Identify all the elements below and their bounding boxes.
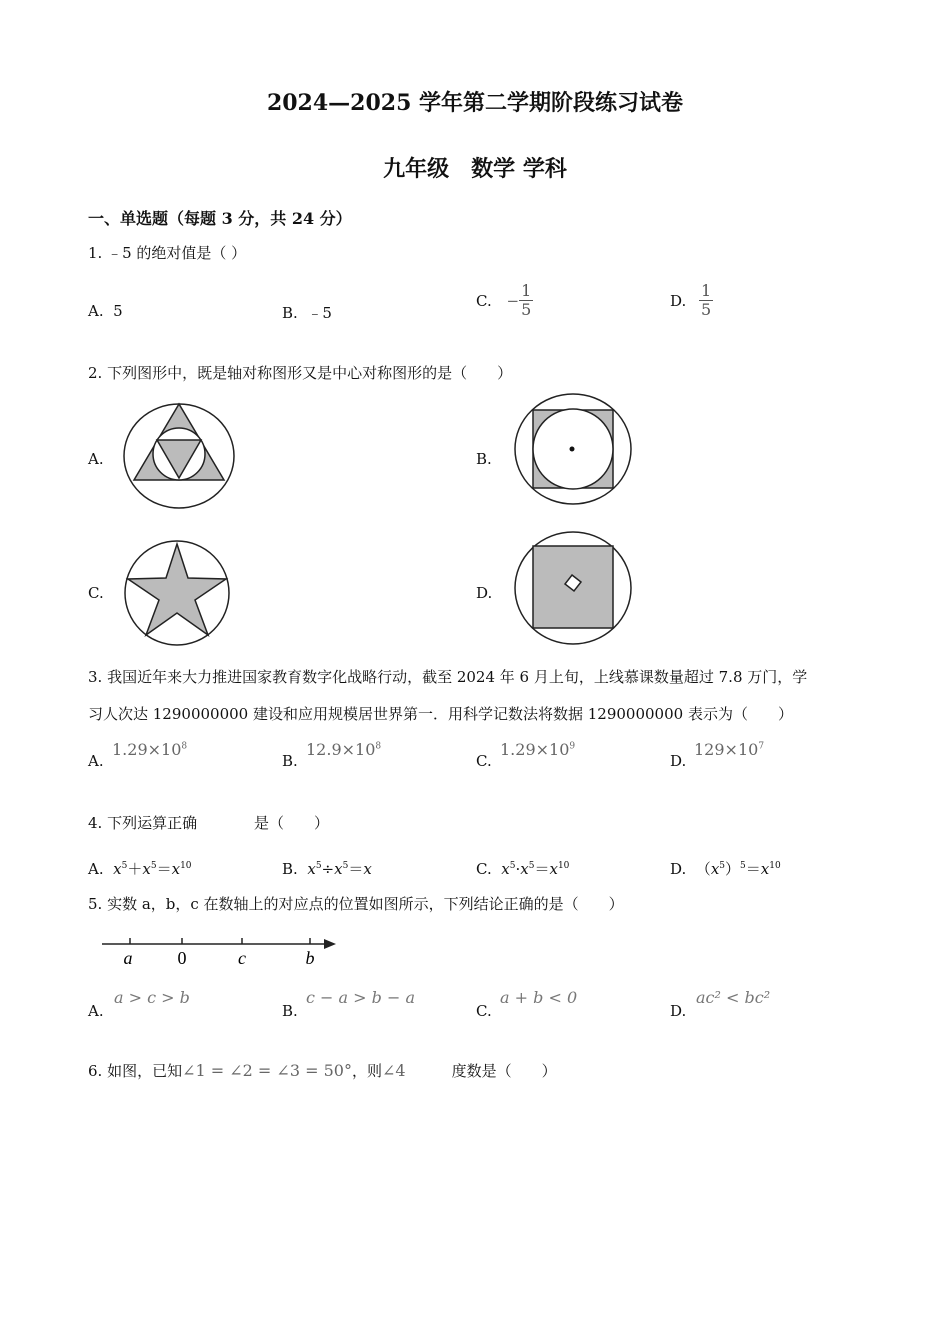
q1-stem: 1. ﹣5 的绝对值是（ ） xyxy=(88,244,247,262)
q4-option-c: C. $x^5\cdot x^5=x^{10}$ xyxy=(476,860,570,878)
exam-title: 2024—2025 学年第二学期阶段练习试卷 xyxy=(266,90,684,116)
q5-stem: 5. 实数 a，b，c 在数轴上的对应点的位置如图所示，下列结论正确的是（ ） xyxy=(88,895,624,913)
q4-option-b: B. $x^5\div x^5=x$ xyxy=(282,860,372,878)
section-heading: 一、单选题（每题 3 分，共 24 分） xyxy=(88,209,352,228)
q5-option-a-label: A. xyxy=(88,1002,104,1020)
q1-option-b: B. ﹣5 xyxy=(282,304,332,322)
q2-stem: 2. 下列图形中，既是轴对称图形又是中心对称图形的是（ ） xyxy=(88,364,513,382)
q1-option-d: D. $\frac{1}{5}$ xyxy=(670,281,712,319)
q4-option-a: A. $x^5+x^5=x^{10}$ xyxy=(88,860,192,878)
q6-stem: 6. 如图，已知∠1 = ∠2 = ∠3 = 50°，则∠4 度数是（ ） xyxy=(88,1061,557,1080)
q5-option-b: c − a > b − a xyxy=(306,988,416,1007)
q3-option-a: $1.29\times 10^8$ xyxy=(112,740,188,759)
q4-stem-b: 是（ ） xyxy=(254,814,330,832)
q1-c-fraction: $\frac{1}{5}$ xyxy=(521,281,532,319)
q2-option-a-label: A. xyxy=(88,450,104,468)
q3-option-b: $12.9\times 10^8$ xyxy=(306,740,382,759)
q2-option-b-label: B. xyxy=(476,450,492,468)
q2-figure-c xyxy=(122,538,234,648)
axis-label-a: a xyxy=(123,948,133,968)
q5-option-c-label: C. xyxy=(476,1002,492,1020)
q2-option-c-label: C. xyxy=(88,584,104,602)
q3-option-b-label: B. xyxy=(282,752,298,770)
q3-option-d-label: D. xyxy=(670,752,687,770)
q5-option-a: a > c > b xyxy=(114,988,190,1007)
q3-option-c-label: C. xyxy=(476,752,492,770)
q1-option-a: A. 5 xyxy=(88,302,123,320)
exam-subtitle: 九年级 数学 学科 xyxy=(383,156,567,182)
q3-option-a-label: A. xyxy=(88,752,104,770)
q3-option-d: $129\times 10^7$ xyxy=(694,740,765,759)
q2-option-d-label: D. xyxy=(476,584,493,602)
axis-label-zero: 0 xyxy=(177,948,187,968)
q5-option-c: a + b < 0 xyxy=(500,988,578,1007)
axis-label-b: b xyxy=(305,948,315,968)
q3-option-c: $1.29\times 10^9$ xyxy=(500,740,576,759)
q5-option-b-label: B. xyxy=(282,1002,298,1020)
q5-option-d: ac² < bc² xyxy=(696,988,771,1007)
q5-option-d-label: D. xyxy=(670,1002,687,1020)
q4-option-d: D. $(x^5)^5=x^{10}$ xyxy=(670,860,781,878)
q1-option-c: C. − $\frac{1}{5}$ xyxy=(476,281,532,319)
q3-stem-line2: 习人次达 1290000000 建设和应用规模居世界第一．用科学记数法将数据 1290000000 表示为（ ） xyxy=(88,705,793,723)
q1-d-fraction: $\frac{1}{5}$ xyxy=(701,281,712,319)
axis-label-c: c xyxy=(238,948,246,968)
q3-stem-line1: 3. 我国近年来大力推进国家教育数字化战略行动，截至 2024 年 6 月上旬，上线慕课数量超过 7.8 万门，学 xyxy=(88,668,808,686)
q2-figure-d xyxy=(512,530,634,648)
q2-figure-a xyxy=(122,400,238,510)
q4-stem-a: 4. 下列运算正确 xyxy=(88,814,198,832)
q5-number-line xyxy=(98,930,344,972)
q2-figure-b xyxy=(512,392,634,506)
